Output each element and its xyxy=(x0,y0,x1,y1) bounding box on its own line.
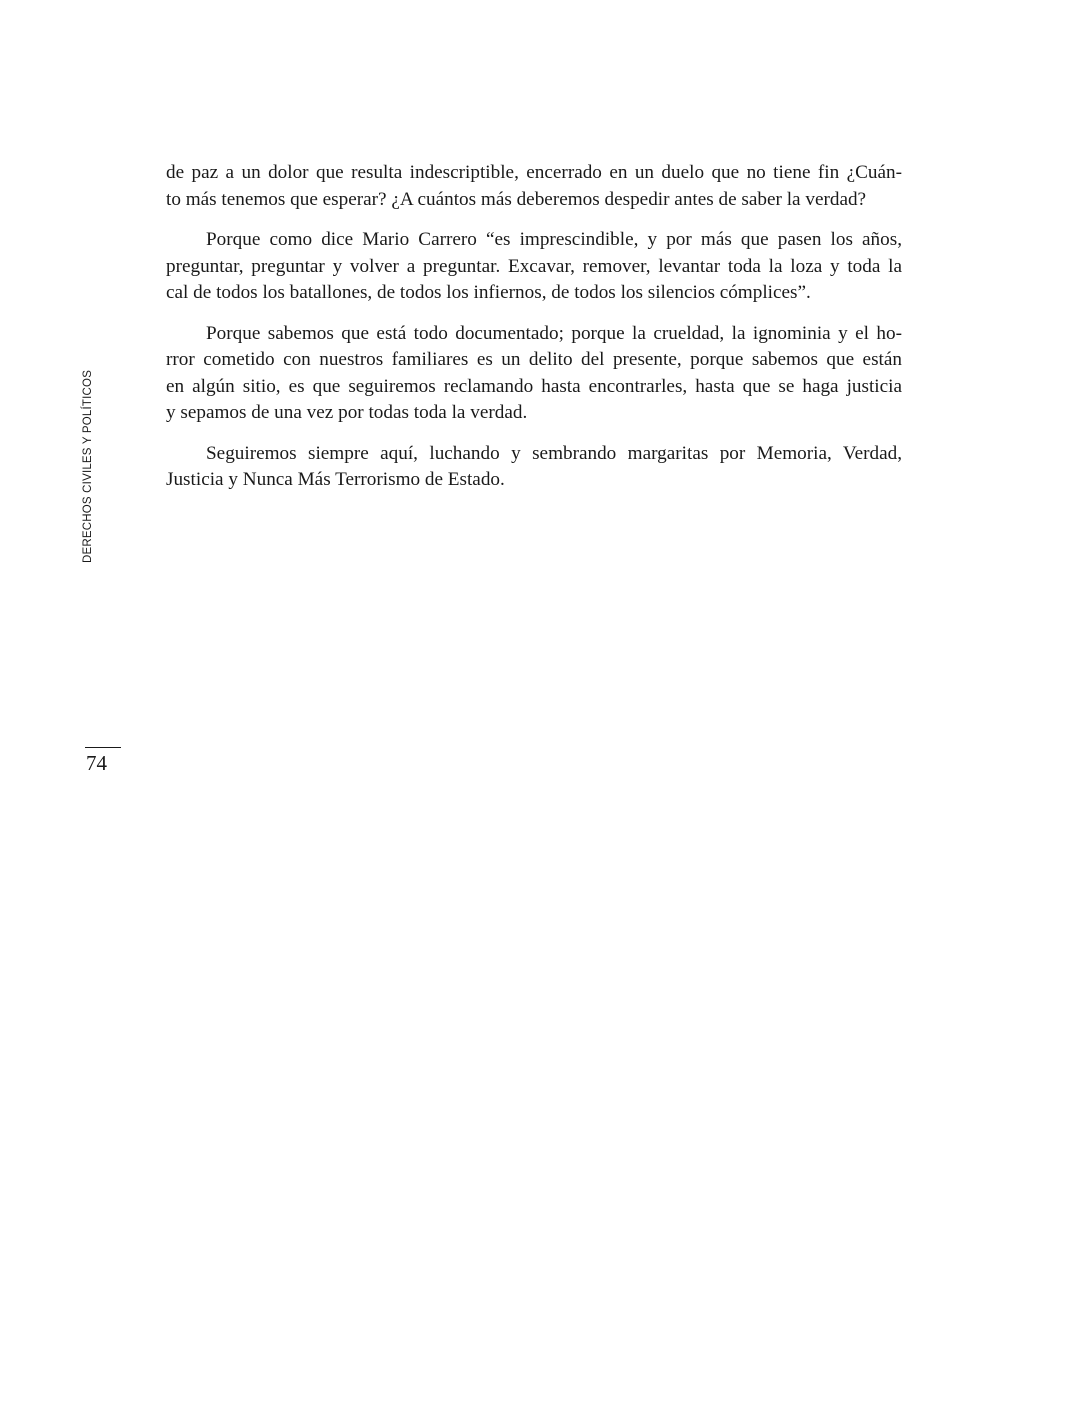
paragraph-1 xyxy=(166,160,902,213)
paragraph-line: Seguiremos siempre aquí, luchando y sembrando margaritas por Memoria, Verdad, xyxy=(206,442,902,464)
paragraph-line: preguntar, preguntar y volver a preguntar. Excavar, remover, levantar toda la loza y toda la xyxy=(166,255,902,277)
paragraph-line: cal de todos los batallones, de todos los infiernos, de todos los silencios cómplices”. xyxy=(166,282,811,303)
page-number: 74 xyxy=(86,751,107,775)
paragraph-line: y sepamos de una vez por todas toda la verdad. xyxy=(166,402,528,423)
paragraph-line: rror cometido con nuestros familiares es un delito del presente, porque sabemos que están xyxy=(166,349,902,370)
running-head: DERECHOS CIVILES Y POLÍTICOS xyxy=(82,369,94,563)
page-number-rule xyxy=(85,747,121,748)
paragraph-4 xyxy=(166,441,902,494)
paragraph-line: Justicia y Nunca Más Terrorismo de Estado. xyxy=(166,469,505,490)
body-text xyxy=(166,160,902,508)
paragraph-2 xyxy=(166,227,902,307)
paragraph-line: de paz a un dolor que resulta indescriptible, encerrado en un duelo que no tiene fin ¿Cuán- xyxy=(166,162,902,183)
paragraph-line: en algún sitio, es que seguiremos reclamando hasta encontrarles, hasta que se haga justicia xyxy=(166,375,902,397)
paragraph-line: Porque sabemos que está todo documentado; porque la crueldad, la ignominia y el ho- xyxy=(206,322,902,344)
paragraph-line: Porque como dice Mario Carrero “es imprescindible, y por más que pasen los años, xyxy=(206,229,902,250)
paragraph-line: to más tenemos que esperar? ¿A cuántos más deberemos despedir antes de saber la verdad? xyxy=(166,188,867,210)
paragraph-3 xyxy=(166,321,902,427)
